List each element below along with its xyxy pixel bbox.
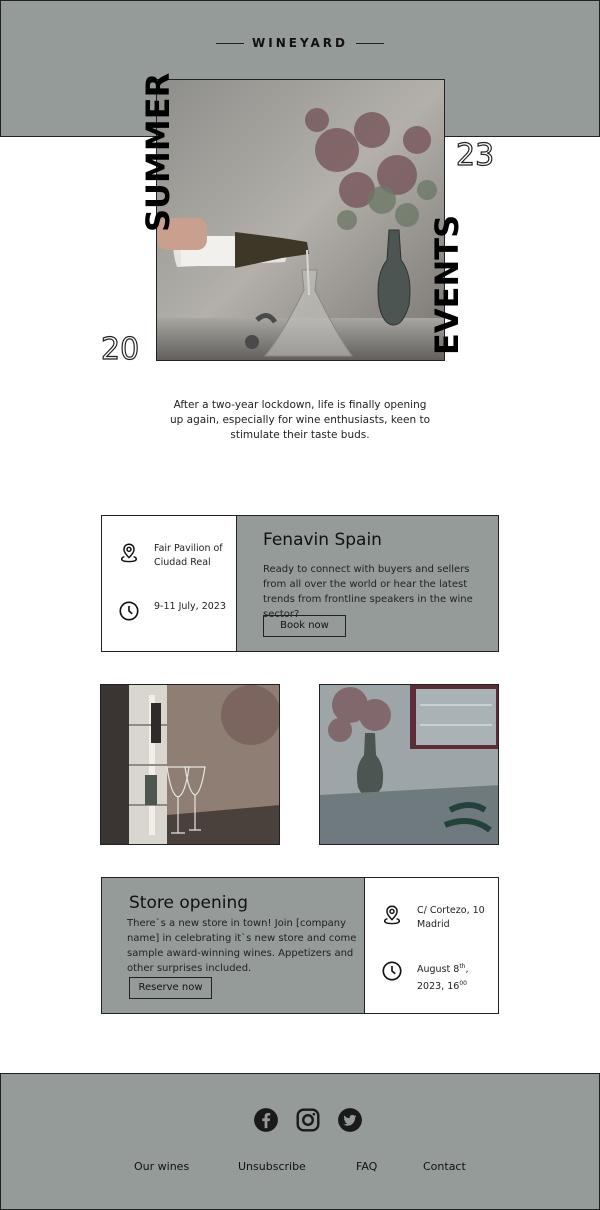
hero-number-23: 23 [456, 138, 495, 173]
hero-wine-pour-photo [156, 79, 445, 361]
brand-rule-right [356, 43, 384, 44]
twitter-icon[interactable] [337, 1107, 363, 1133]
event-location-row [118, 542, 234, 570]
hero-word-summer: SUMMER [139, 72, 177, 232]
reserve-now-button[interactable]: Reserve now [129, 977, 212, 999]
intro-text: After a two-year lockdown, life is finally opening up again, especially for wine enthusiasts, keen to stimulate their taste buds. [170, 399, 430, 441]
store-date-row [381, 960, 497, 994]
store-description: There`s a new store in town! Join [company name] in celebrating it`s new store and come sample award-winning wines. Appetizers and other surprises included. [127, 918, 357, 974]
event-date-text: 9-11 July, 2023 [154, 601, 226, 612]
store-date-day: August 8 [417, 964, 460, 976]
footer-band [0, 1073, 600, 1210]
event-info-column [102, 516, 236, 651]
clock-icon [381, 960, 403, 982]
store-title: Store opening [129, 893, 249, 913]
brand-name: WINEYARD [252, 36, 348, 50]
brand-logo[interactable] [0, 36, 600, 50]
event-date-row [118, 600, 234, 622]
clock-icon [118, 600, 140, 622]
footer-link-contact[interactable]: Contact [423, 1160, 466, 1173]
brand-rule-left [216, 43, 244, 44]
hero-number-20: 20 [101, 332, 140, 367]
event-title: Fenavin Spain [263, 530, 382, 550]
instagram-icon[interactable] [295, 1107, 321, 1133]
store-location-row [381, 904, 497, 932]
store-date-minutes: 00 [459, 980, 467, 988]
event-details-panel [236, 516, 498, 651]
gallery-photo-vase-bar [319, 684, 499, 845]
map-pin-icon [381, 904, 403, 926]
store-date-day-suffix: th [459, 963, 466, 970]
event-description: Ready to connect with buyers and sellers from all over the world or hear the latest trends from frontline speakers in the wine sector? [263, 564, 473, 620]
store-details-panel [102, 878, 365, 1013]
hero-word-events: EVENTS [428, 214, 466, 355]
store-location-text: C/ Cortezo, 10 Madrid [417, 905, 485, 930]
event-location-text: Fair Pavilion of Ciudad Real [154, 543, 223, 568]
facebook-icon[interactable] [253, 1107, 279, 1133]
event-card-store-opening [101, 877, 499, 1014]
footer-link-our-wines[interactable]: Our wines [134, 1160, 190, 1173]
store-date-year-time: 2023, 16 [417, 981, 460, 993]
gallery-photo-wine-glasses [100, 684, 280, 845]
footer-link-faq[interactable]: FAQ [356, 1160, 378, 1173]
event-card-fenavin [101, 515, 499, 652]
store-date-comma: , [465, 964, 469, 976]
store-date-text [417, 960, 497, 994]
book-now-button[interactable]: Book now [263, 615, 346, 637]
store-info-column [365, 878, 498, 1013]
footer-link-unsubscribe[interactable]: Unsubscribe [238, 1160, 306, 1173]
map-pin-icon [118, 542, 140, 564]
